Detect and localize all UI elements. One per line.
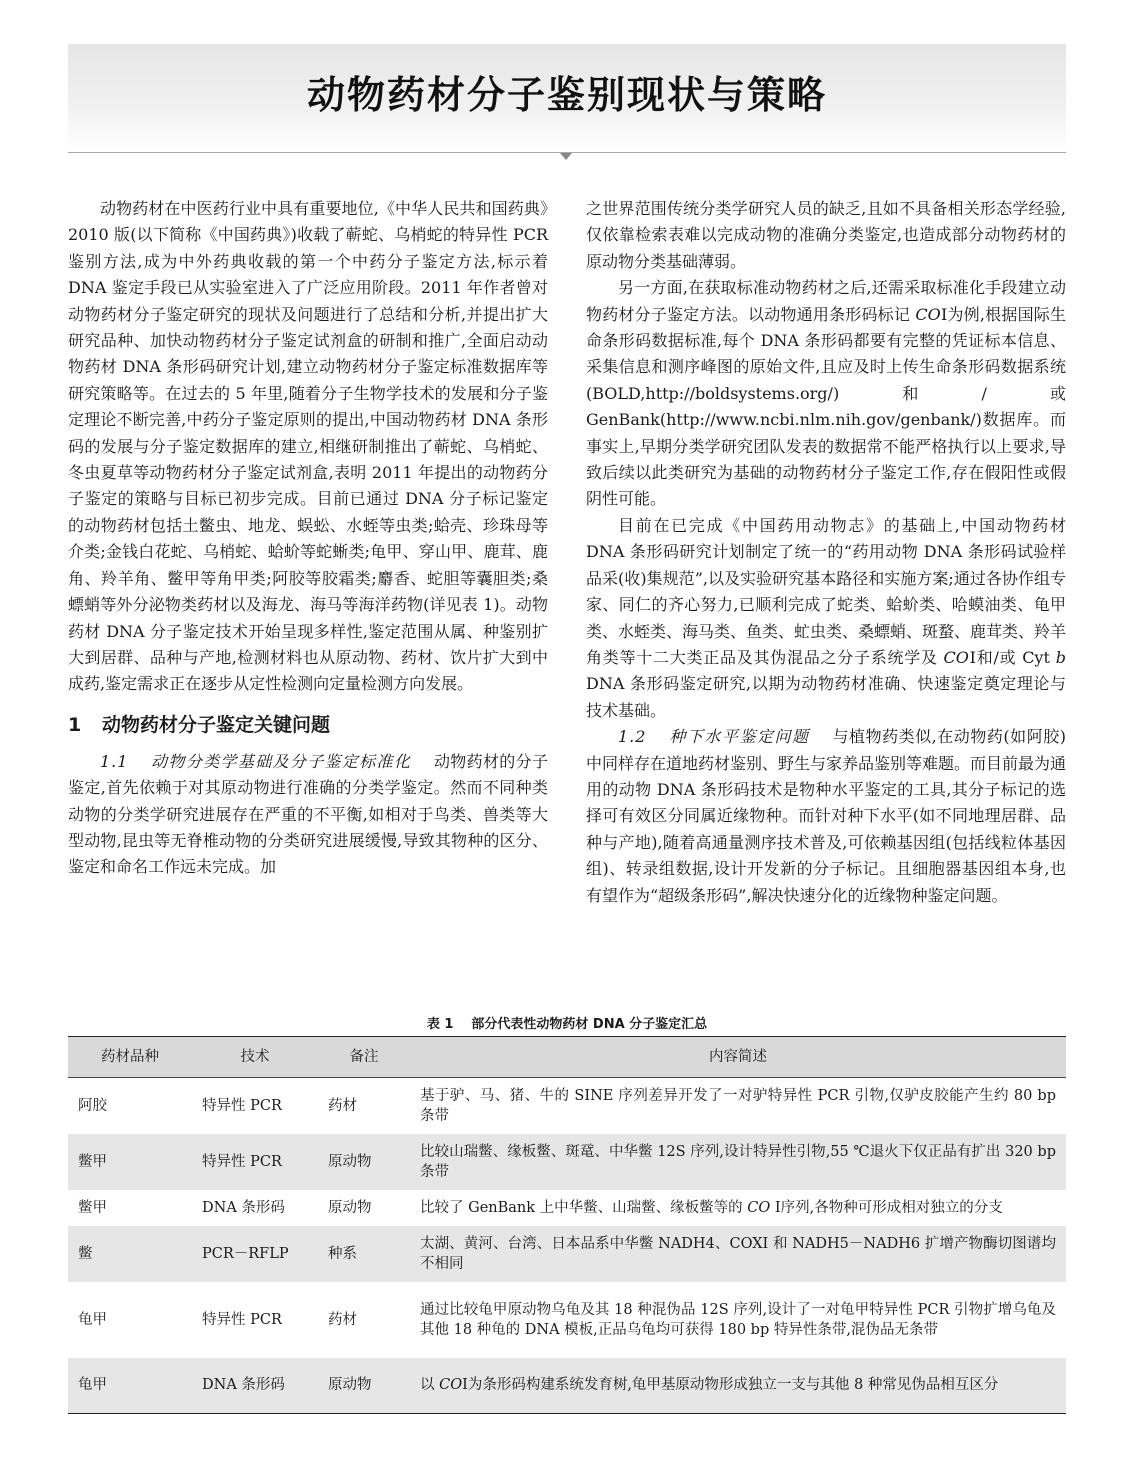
gene-name: CO: [915, 304, 941, 324]
desc-cell: 太湖、黄河、台湾、日本品系中华鳖 NADH4、COXI 和 NADH5－NADH6 扩增产物酶切图谱均不相同: [420, 1235, 1056, 1272]
section-number: 1: [68, 713, 82, 736]
table-number: 表 1: [426, 1017, 454, 1032]
tech-cell: 特异性 PCR: [202, 1153, 282, 1170]
subsection-2-number: 1.2: [618, 727, 647, 747]
table-row: [68, 1358, 1066, 1414]
item-cell: 阿胶: [78, 1097, 107, 1114]
tech-cell: PCR－RFLP: [202, 1245, 289, 1262]
table-row: [68, 1226, 1066, 1282]
column-header: 备注: [349, 1049, 379, 1065]
tech-cell: DNA 条形码: [202, 1199, 285, 1216]
gene-name: CO: [943, 647, 969, 667]
item-cell: 鳖甲: [78, 1199, 107, 1216]
subsection-1-title: 动物分类学基础及分子鉴定标准化: [150, 751, 412, 771]
continued-paragraph: 之世界范围传统分类学研究人员的缺乏,且如不具备相关形态学经验,仅依靠检索表难以完成动物的准确分类鉴定,也造成部分动物药材的原动物分类基础薄弱。: [586, 199, 1066, 271]
column-header: 内容简述: [709, 1049, 767, 1065]
tech-cell: 特异性 PCR: [202, 1311, 282, 1328]
note-cell: 种系: [328, 1245, 357, 1262]
gene-name: b: [1055, 647, 1066, 667]
subsection-1-number: 1.1: [100, 751, 129, 771]
item-cell: 龟甲: [78, 1377, 107, 1394]
column-header: 药材品种: [101, 1049, 159, 1065]
desc-cell: 基于驴、马、猪、牛的 SINE 序列差异开发了一对驴特异性 PCR 引物,仅驴皮胶能产生约 80 bp 条带: [420, 1087, 1056, 1124]
section-heading: [68, 711, 548, 739]
table-row: [68, 1134, 1066, 1190]
item-cell: 鳖: [78, 1245, 93, 1262]
standardization-paragraph: [586, 275, 1066, 513]
subsection-1-body: 动物药材的分子鉴定,首先依赖于对其原动物进行准确的分类学鉴定。然而不同种类动物的分类学研究进展存在严重的不平衡,如相对于鸟类、兽类等大型动物,昆虫等无脊椎动物的分类研究进展缓慢,导致其物种的区分、鉴定和命名工作远未完成。加: [68, 751, 548, 877]
desc-cell: 以 COⅠ为条形码构建系统发育树,龟甲基原动物形成独立一支与其他 8 种常见伪品相互区分: [420, 1377, 999, 1394]
tech-cell: 特异性 PCR: [202, 1097, 282, 1114]
down-arrow-icon: [560, 153, 572, 160]
barcode-plan-paragraph: [586, 513, 1066, 724]
right-column: [586, 196, 1066, 909]
subsection-2-title: 种下水平鉴定问题: [668, 727, 810, 747]
table-caption-text: 部分代表性动物药材 DNA 分子鉴定汇总: [471, 1017, 708, 1032]
desc-cell: 比较了 GenBank 上中华鳖、山瑞鳖、缘板鳖等的 CO Ⅰ序列,各物种可形成相对独立的分支: [420, 1199, 1003, 1216]
item-cell: 龟甲: [78, 1311, 107, 1328]
para3-text-c: DNA 条形码鉴定研究,以期为动物药材准确、快速鉴定奠定理论与技术基础。: [586, 674, 1066, 720]
page-title: 动物药材分子鉴别现状与策略: [306, 73, 827, 117]
note-cell: 原动物: [328, 1153, 372, 1170]
note-cell: 药材: [328, 1311, 357, 1328]
note-cell: 药材: [328, 1097, 357, 1114]
para3-text-a: 目前在已完成《中国药用动物志》的基础上,中国动物药材 DNA 条形码研究计划制定了统一的“药用动物 DNA 条形码试验样品采(收)集规范”,以及实验研究基本路径和实施方案;通过各协作组专家、同仁的齐心努力,已顺利完成了蛇类、蛤蚧类、哈蟆油类、龟甲类、水蛭类、海马类、鱼类、虻虫类、桑螵蛸、斑蝥、鹿茸类、羚羊角类等十二大类正品及其伪混品之分子系统学及: [586, 515, 1067, 667]
note-cell: 原动物: [328, 1199, 372, 1216]
left-column: [68, 196, 548, 881]
desc-cell: 通过比较龟甲原动物乌龟及其 18 种混伪品 12S 序列,设计了一对龟甲特异性 PCR 引物扩增乌龟及其他 18 种龟的 DNA 模板,正品乌龟均可获得 180 bp 特异性条带,混伪品无条带: [420, 1301, 1056, 1338]
item-cell: 鳖甲: [78, 1153, 107, 1170]
table-caption: [68, 1013, 1066, 1032]
desc-cell: 比较山瑞鳖、缘板鳖、斑鼋、中华鳖 12S 序列,设计特异性引物,55 ℃退火下仅正品有扩出 320 bp 条带: [420, 1143, 1056, 1180]
table-row: [68, 1078, 1066, 1134]
table-header-row: [68, 1037, 1066, 1078]
summary-table: [68, 1036, 1066, 1414]
section-title: 动物药材分子鉴定关键问题: [102, 713, 331, 736]
table-row: [68, 1190, 1066, 1226]
subsection-2-paragraph: [586, 724, 1066, 909]
para3-text-b: Ⅰ和/或 Cyt: [968, 647, 1056, 667]
para2-text-a: 另一方面,在获取标准动物药材之后,还需采取标准化手段建立动物药材分子鉴定方法。以动物通用条形码标记: [586, 278, 1066, 324]
table-row: [68, 1282, 1066, 1358]
subsection-1-paragraph: [68, 749, 548, 881]
intro-paragraph: 动物药材在中医药行业中具有重要地位,《中华人民共和国药典》2010 版(以下简称《中国药典》)收载了蕲蛇、乌梢蛇的特异性 PCR 鉴别方法,成为中外药典收载的第一个中药分子鉴定方法,标示着 DNA 鉴定手段已从实验室进入了广泛应用阶段。2011 年作者曾对动物药材分子鉴定研究的现状及问题进行了总结和分析,并提出扩大研究品种、加快动物药材分子鉴定试剂盒的研制和推广,全面启动动物药材 DNA 条形码研究计划,建立动物药材分子鉴定标准数据库等研究策略等。在过去的 5 年里,随着分子生物学技术的发展和分子鉴定理论不断完善,中药分子鉴定原则的提出,中国动物药材 DNA 条形码的发展与分子鉴定数据库的建立,相继研制推出了蕲蛇、乌梢蛇、冬虫夏草等动物药材分子鉴定试剂盒,表明 2011 年提出的动物药分子鉴定的策略与目标已初步完成。目前已通过 DNA 分子标记鉴定的动物药材包括土鳖虫、地龙、蜈蚣、水蛭等虫类;蛤壳、珍珠母等介类;金钱白花蛇、乌梢蛇、蛤蚧等蛇蜥类;龟甲、穿山甲、鹿茸、鹿角、羚羊角、鳖甲等角甲类;阿胶等胶霜类;麝香、蛇胆等囊胆类;桑螵蛸等外分泌物类药材以及海龙、海马等海洋药物(详见表 1)。动物药材 DNA 分子鉴定技术开始呈现多样性,鉴定范围从属、种鉴别扩大到居群、品种与产地,检测材料也从原动物、药材、饮片扩大到中成药,鉴定需求正在逐步从定性检测向定量检测方向发展。: [68, 199, 548, 694]
para2-text-b: Ⅰ为例,根据国际生命条形码数据标准,每个 DNA 条形码都要有完整的凭证标本信息、采集信息和测序峰图的原始文件,且应及时上传生命条形码数据系统(BOLD,http://boldsystems.org/)和/或 GenBank(http://www.ncbi.nlm.nih.gov/genbank/)数据库。而事实上,早期分类学研究团队发表的数据常不能严格执行以上要求,导致后续以此类研究为基础的动物药材分子鉴定工作,存在假阳性或假阴性可能。: [586, 304, 1066, 509]
subsection-2-body: 与植物药类似,在动物药(如阿胶)中同样存在道地药材鉴别、野生与家养品鉴别等难题。而目前最为通用的动物 DNA 条形码技术是物种水平鉴定的工具,其分子标记的选择可有效区分同属近缘物种。而针对种下水平(如不同地理居群、品种与产地),随着高通量测序技术普及,可依赖基因组(包括线粒体基因组)、转录组数据,设计开发新的分子标记。且细胞器基因组本身,也有望作为“超级条形码”,解决快速分化的近缘物种鉴定问题。: [586, 727, 1067, 905]
column-header: 技术: [240, 1049, 270, 1065]
tech-cell: DNA 条形码: [202, 1377, 285, 1394]
note-cell: 原动物: [328, 1377, 372, 1394]
